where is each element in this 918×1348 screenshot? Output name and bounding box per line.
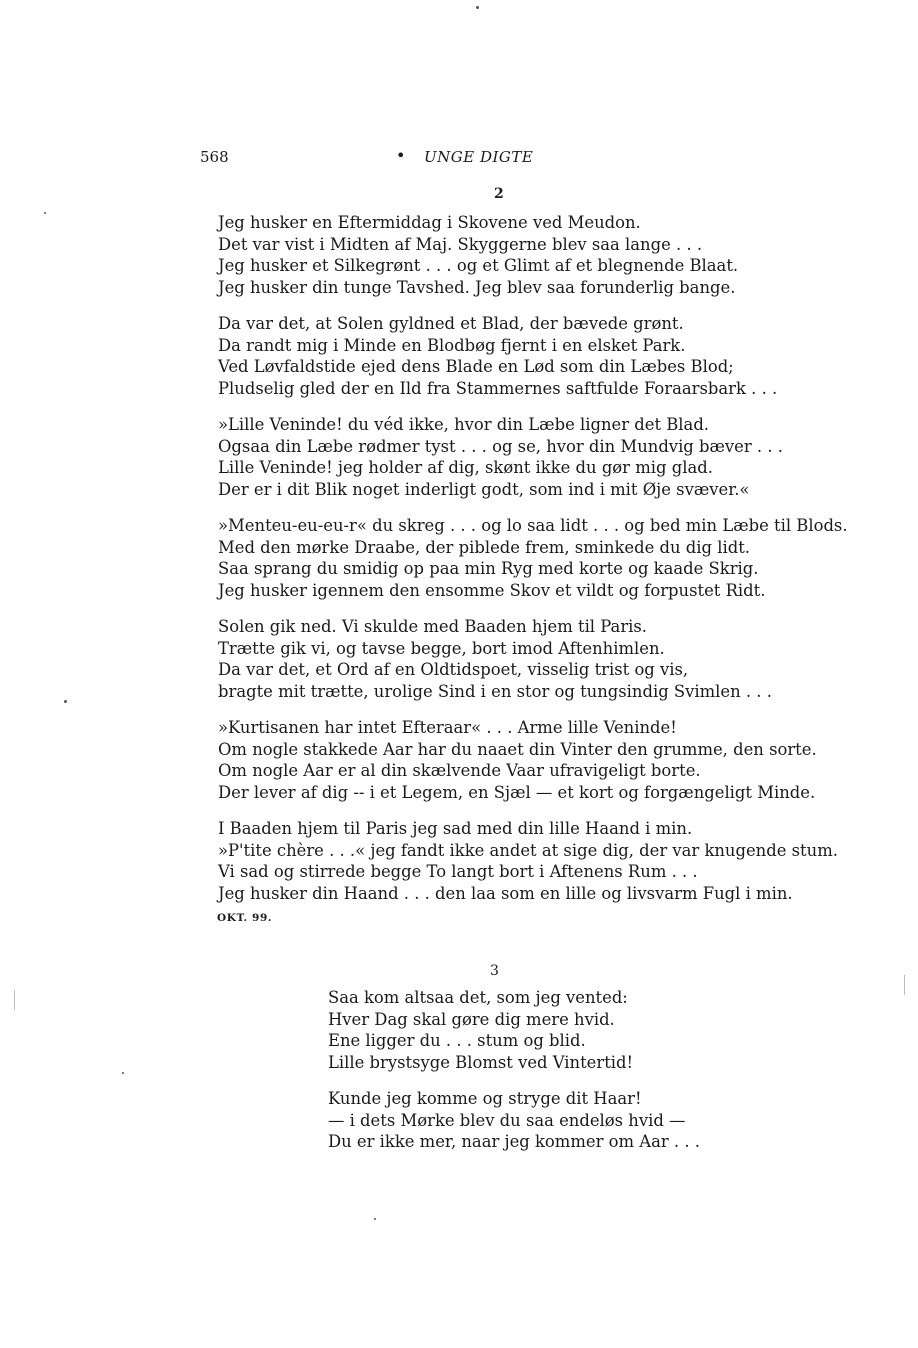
running-title: UNGE DIGTE (424, 148, 534, 166)
scan-speck (122, 1072, 124, 1074)
poem-line: bragte mit trætte, urolige Sind i en stor og tungsindig Svimlen . . . (218, 681, 772, 701)
poem-line: I Baaden hjem til Paris jeg sad med din lille Haand i min. (218, 819, 693, 838)
poem-section-3 (328, 987, 748, 1168)
scan-speck (44, 212, 46, 214)
poem-line: Der lever af dig -- i et Legem, en Sjæl — et kort og forgængeligt Minde. (218, 782, 816, 802)
stanza (218, 717, 838, 803)
page-number: 568 (200, 148, 229, 166)
poem-line: »Lille Veninde! du véd ikke, hvor din Læbe ligner det Blad. (218, 415, 710, 434)
margin-mark (14, 990, 15, 1010)
poem-line: Lille Veninde! jeg holder af dig, skønt ikke du gør mig glad. (218, 458, 713, 477)
poem-line: Det var vist i Midten af Maj. Skyggerne blev saa lange . . . (218, 234, 703, 254)
poem-line: Jeg husker din Haand . . . den laa som en lille og livsvarm Fugl i min. (218, 883, 793, 903)
stanza (328, 987, 748, 1073)
poem-line: »Kurtisanen har intet Efteraar« . . . Arme lille Veninde! (218, 718, 677, 737)
poem-line: Kunde jeg komme og stryge dit Haar! (328, 1089, 642, 1108)
stanza (218, 212, 838, 298)
poem-line: Du er ikke mer, naar jeg kommer om Aar . . . (328, 1132, 700, 1151)
stanza (218, 515, 848, 601)
stanza (218, 313, 838, 399)
poem-line: Lille brystsyge Blomst ved Vintertid! (328, 1052, 634, 1072)
scan-speck (64, 700, 67, 703)
section-number-2: 2 (494, 186, 504, 202)
poem-line: Om nogle stakkede Aar har du naaet din Vinter den grumme, den sorte. (218, 739, 817, 759)
poem-section-2 (218, 212, 848, 919)
poem-line: Ved Løvfaldstide ejed dens Blade en Lød som din Læbes Blod; (218, 357, 734, 376)
stanza (218, 414, 838, 500)
margin-mark (904, 975, 905, 995)
poem-line: Jeg husker et Silkegrønt . . . og et Glimt af et blegnende Blaat. (218, 256, 739, 275)
poem-line: Om nogle Aar er al din skælvende Vaar ufravigeligt borte. (218, 761, 701, 780)
poem-line: Da randt mig i Minde en Blodbøg fjernt i en elsket Park. (218, 335, 686, 355)
poem-line: Jeg husker din tunge Tavshed. Jeg blev saa forunderlig bange. (218, 277, 736, 297)
stanza (218, 818, 838, 904)
poem-line: Pludselig gled der en Ild fra Stammernes saftfulde Foraarsbark . . . (218, 378, 778, 398)
poem-line: Ene ligger du . . . stum og blid. (328, 1031, 586, 1050)
poem-line: Der er i dit Blik noget inderligt godt, som ind i mit Øje svæver.« (218, 479, 750, 499)
poem-line: Vi sad og stirrede begge To langt bort i Aftenens Rum . . . (218, 862, 698, 881)
poem-line: Hver Dag skal gøre dig mere hvid. (328, 1009, 615, 1029)
poem-line: Trætte gik vi, og tavse begge, bort imod Aftenhimlen. (218, 638, 665, 658)
section-number-3: 3 (490, 963, 499, 979)
date-signature: OKT. 99. (217, 912, 273, 924)
poem-line: Ogsaa din Læbe rødmer tyst . . . og se, hvor din Mundvig bæver . . . (218, 436, 783, 456)
poem-line: Med den mørke Draabe, der piblede frem, sminkede du dig lidt. (218, 537, 750, 557)
poem-line: Solen gik ned. Vi skulde med Baaden hjem til Paris. (218, 617, 648, 636)
poem-line: Saa kom altsaa det, som jeg vented: (328, 988, 628, 1007)
running-header (200, 148, 720, 172)
poem-line: — i dets Mørke blev du saa endeløs hvid — (328, 1110, 686, 1130)
poem-line: »Menteu-eu-eu-r« du skreg . . . og lo saa lidt . . . og bed min Læbe til Blods. (218, 516, 848, 535)
poem-line: »P'tite chère . . .« jeg fandt ikke andet at sige dig, der var knugende stum. (218, 840, 838, 860)
poem-line: Da var det, at Solen gyldned et Blad, der bævede grønt. (218, 314, 684, 333)
stanza (218, 616, 838, 702)
poem-line: Saa sprang du smidig op paa min Ryg med korte og kaade Skrig. (218, 559, 759, 578)
poem-line: Jeg husker en Eftermiddag i Skovene ved Meudon. (218, 213, 641, 232)
poem-line: Jeg husker igennem den ensomme Skov et vildt og forpustet Ridt. (218, 580, 766, 600)
stanza (328, 1088, 748, 1153)
scan-speck (476, 6, 479, 9)
header-separator: • (396, 146, 406, 165)
poem-line: Da var det, et Ord af en Oldtidspoet, visselig trist og vis, (218, 660, 689, 679)
scan-speck (374, 1218, 376, 1220)
